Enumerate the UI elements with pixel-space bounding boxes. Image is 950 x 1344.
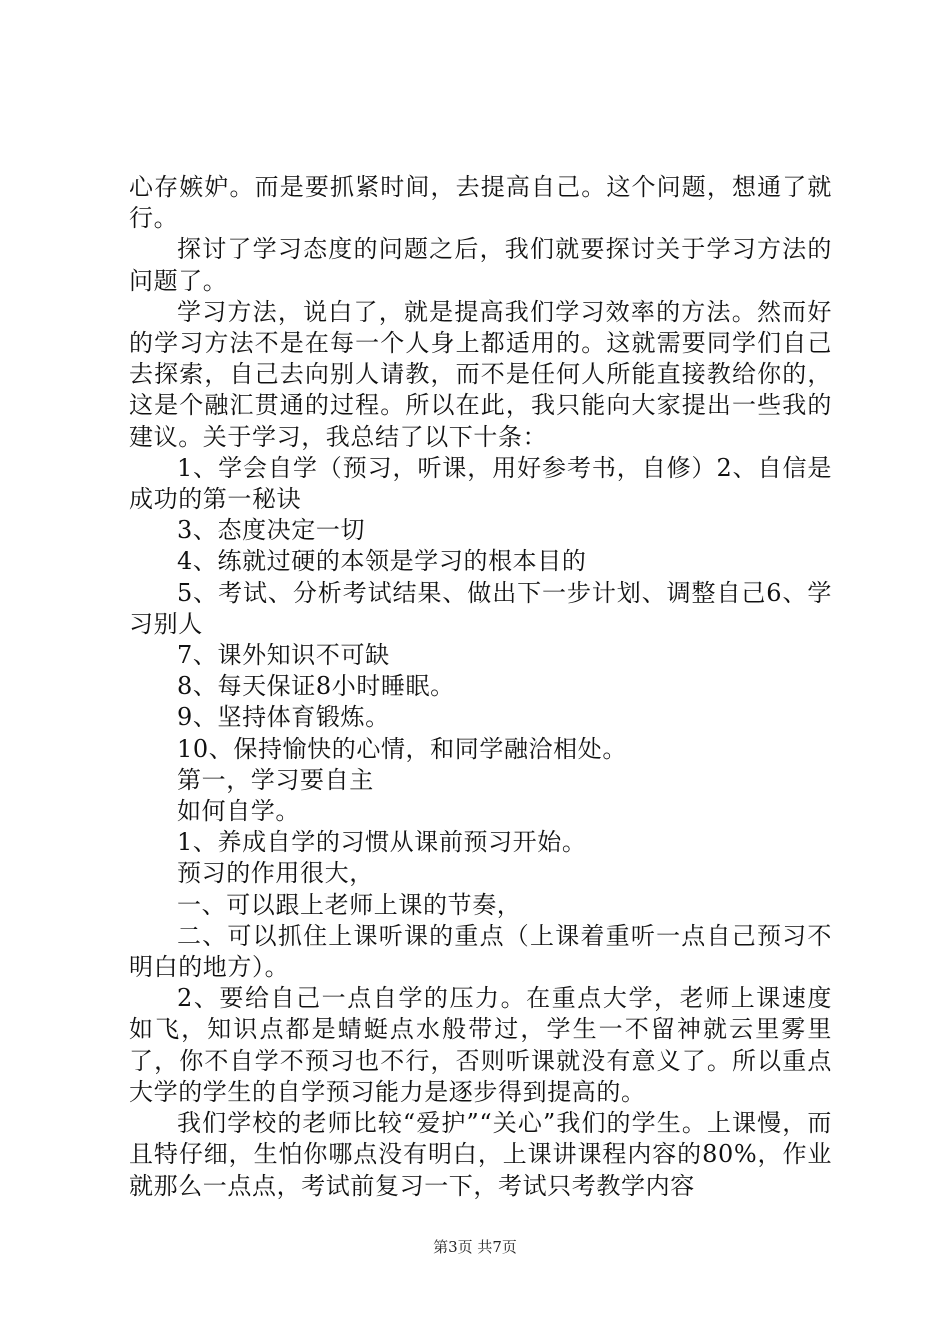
paragraph: 二、可以抓住上课听课的重点（上课着重听一点自己预习不明白的地方）。 xyxy=(129,921,832,982)
paragraph: 我们学校的老师比较“爱护”“关心”我们的学生。上课慢，而且特仔细，生怕你哪点没有明白，上课讲课程内容的80%，作业就那么一点点，考试前复习一下，考试只考教学内容 xyxy=(129,1109,832,1200)
list-item: 5、考试、分析考试结果、做出下一步计划、调整自己6、学习别人 xyxy=(129,578,832,638)
list-item: 3、态度决定一切 xyxy=(177,516,366,545)
list-item: 9、坚持体育锻炼。 xyxy=(177,703,390,732)
paragraph: 2、要给自己一点自学的压力。在重点大学，老师上课速度如飞，知识点都是蜻蜓点水般带过，学生一不留神就云里雾里了，你不自学不预习也不行，否则听课就没有意义了。所以重点大学的学生的自学预习能力是逐步得到提高的。 xyxy=(129,984,832,1106)
paragraph: 如何自学。 xyxy=(177,797,300,826)
list-item: 1、学会自学（预习，听课，用好参考书，自修）2、自信是成功的第一秘诀 xyxy=(129,453,832,514)
list-item: 4、练就过硬的本领是学习的根本目的 xyxy=(177,547,587,576)
list-item: 7、课外知识不可缺 xyxy=(177,641,390,670)
section-heading: 第一，学习要自主 xyxy=(177,765,374,794)
list-item: 10、保持愉快的心情，和同学融洽相处。 xyxy=(177,734,627,763)
document-body xyxy=(129,172,832,1202)
list-item: 8、每天保证8小时睡眠。 xyxy=(177,672,455,701)
page-number-footer: 第3页 共7页 xyxy=(433,1238,517,1256)
paragraph: 探讨了学习态度的问题之后，我们就要探讨关于学习方法的问题了。 xyxy=(129,235,832,295)
paragraph: 1、养成自学的习惯从课前预习开始。 xyxy=(177,828,587,857)
paragraph: 心存嫉妒。而是要抓紧时间，去提高自己。这个问题，想通了就行。 xyxy=(129,173,832,233)
paragraph: 学习方法，说白了，就是提高我们学习效率的方法。然而好的学习方法不是在每一个人身上都适用的。这就需要同学们自己去探索，自己去向别人请教，而不是任何人所能直接教给你的，这是个融汇贯通的过程。所以在此，我只能向大家提出一些我的建议。关于学习，我总结了以下十条： xyxy=(129,297,832,451)
paragraph: 一、可以跟上老师上课的节奏， xyxy=(177,890,522,919)
paragraph: 预习的作用很大， xyxy=(177,859,374,888)
